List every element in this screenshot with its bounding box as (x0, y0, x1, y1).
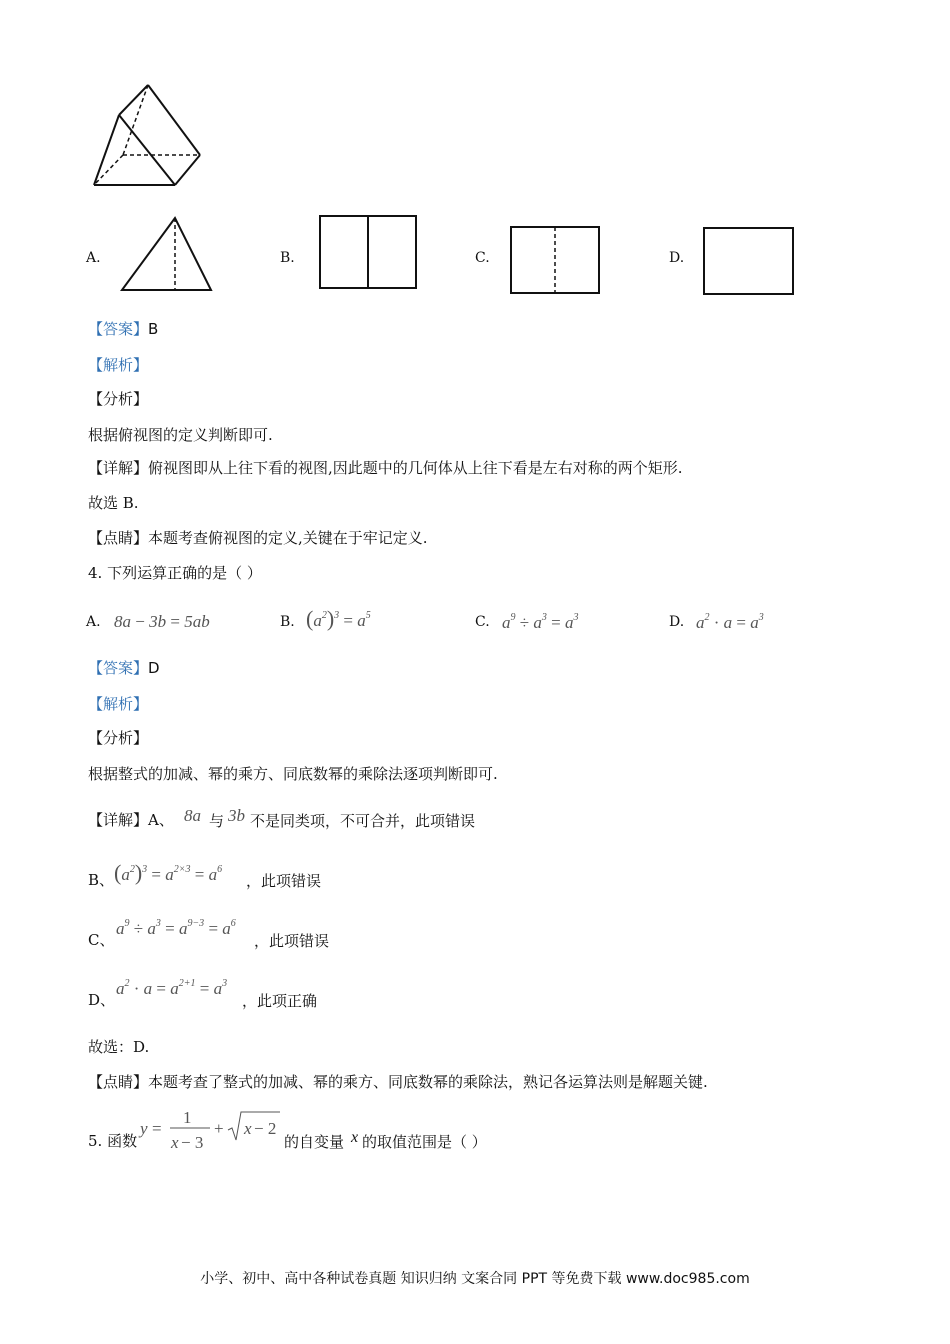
q4-option-c-label: C. (475, 614, 490, 630)
detail-d-prefix: D、 (88, 991, 116, 1009)
q4-comment-line (88, 1072, 708, 1092)
q3-analysis-line (88, 355, 148, 375)
q4-option-d-label: D. (669, 614, 685, 630)
q3-option-d-label: D. (669, 250, 685, 266)
q3-option-d-rectangle (702, 226, 796, 296)
prism-figure (88, 82, 208, 192)
detail-b-prefix: B、 (88, 871, 115, 889)
answer-value: B (148, 320, 159, 338)
q4-choose-line: 故选：D. (88, 1038, 150, 1056)
q4-detail-d-formula: $a^2 \cdot a = a^{2+1} = a^3$ (116, 978, 228, 998)
comment-tag: 【点睛】 (88, 1073, 149, 1091)
answer-value: D (148, 659, 160, 677)
q3-option-a-triangle (118, 216, 218, 296)
q3-choose-line: 故选 B. (88, 494, 139, 512)
q4-answer-line (88, 658, 160, 678)
q5-stem-suffix-2: 的取值范围是（ ） (362, 1133, 487, 1151)
q5-stem-var: x (351, 1129, 359, 1146)
comment-tag: 【点睛】 (88, 529, 149, 547)
q5-stem-prefix: 5. 函数 (88, 1132, 138, 1150)
answer-tag: 【答案】 (88, 659, 149, 677)
q4-option-a-label: A. (86, 614, 101, 630)
svg-text:1: 1 (183, 1108, 192, 1127)
q3-option-c-rectangle-dashed (509, 225, 601, 295)
svg-text:− 2: − 2 (254, 1119, 277, 1138)
svg-text:x: x (171, 1133, 179, 1152)
q4-option-a-formula: 8a − 3b = 5ab (114, 612, 210, 631)
q3-fenxi-line (88, 389, 148, 409)
comment-text: 本题考查俯视图的定义,关键在于牢记定义. (148, 529, 428, 547)
q4-fenxi-text: 根据整式的加减、幂的乘方、同底数幂的乘除法逐项判断即可. (88, 765, 498, 783)
q4-option-b-label: B. (280, 614, 295, 630)
detail-tag: 【详解】 (88, 811, 149, 829)
svg-text:+: + (214, 1119, 224, 1138)
fenxi-tag: 【分析】 (88, 390, 149, 408)
q4-detail-a (88, 810, 174, 830)
svg-text:=: = (152, 1119, 162, 1138)
detail-tag: 【详解】 (88, 459, 149, 477)
q4-option-b-formula: $(a^2)^3 = a^5$ (306, 606, 371, 631)
answer-tag: 【答案】 (88, 320, 149, 338)
detail-a-prefix: A、 (148, 811, 174, 829)
q4-detail-a-mid: 与 (209, 812, 225, 830)
q4-detail-d (88, 990, 115, 1010)
q3-comment-line (88, 528, 428, 548)
q4-detail-b (88, 870, 114, 890)
q3-fenxi-text: 根据俯视图的定义判断即可. (88, 426, 273, 444)
q4-detail-a-term2: 3b (228, 806, 245, 825)
q3-answer-line (88, 319, 158, 339)
q3-option-c-label: C. (475, 250, 490, 266)
q5-stem-suffix-1: 的自变量 (284, 1133, 345, 1151)
q4-option-d-formula: $a^2 \cdot a = a^3$ (696, 612, 764, 632)
q4-detail-b-suffix: ，此项错误 (246, 872, 322, 890)
q4-detail-b-formula: $(a^2)^3 = a^{2\times 3} = a^6$ (114, 860, 223, 885)
q4-detail-c (88, 930, 114, 950)
q5-function-formula (138, 1106, 288, 1156)
comment-text: 本题考查了整式的加减、幂的乘方、同底数幂的乘除法，熟记各运算法则是解题关键. (148, 1073, 708, 1091)
q4-detail-a-suffix: 不是同类项，不可合并，此项错误 (250, 812, 476, 830)
q4-analysis-line (88, 694, 148, 714)
q3-detail-line (88, 458, 683, 478)
svg-text:− 3: − 3 (181, 1133, 204, 1152)
q3-option-a-label: A. (86, 250, 101, 266)
analysis-tag: 【解析】 (88, 356, 149, 374)
analysis-tag: 【解析】 (88, 695, 149, 713)
q4-fenxi-line (88, 728, 148, 748)
page-footer: 小学、初中、高中各种试卷真题 知识归纳 文案合同 PPT 等免费下载 www.doc985.com (200, 1271, 750, 1287)
q4-detail-a-term1: 8a (184, 806, 201, 825)
detail-text: 俯视图即从上往下看的视图,因此题中的几何体从上往下看是左右对称的两个矩形. (148, 459, 683, 477)
q4-option-c-formula: $a^9 \div a^3 = a^3$ (502, 612, 579, 632)
fenxi-tag: 【分析】 (88, 729, 149, 747)
q4-detail-d-suffix: ，此项正确 (242, 992, 318, 1010)
q4-detail-c-suffix: ，此项错误 (254, 932, 330, 950)
q4-detail-c-formula: $a^9 \div a^3 = a^{9-3} = a^6$ (116, 918, 236, 938)
detail-c-prefix: C、 (88, 931, 115, 949)
svg-text:y: y (140, 1119, 148, 1138)
q3-option-b-label: B. (280, 250, 295, 266)
svg-text:x: x (244, 1119, 252, 1138)
q3-option-b-rectangles (318, 214, 418, 290)
q4-stem: 4. 下列运算正确的是（ ） (88, 564, 262, 582)
